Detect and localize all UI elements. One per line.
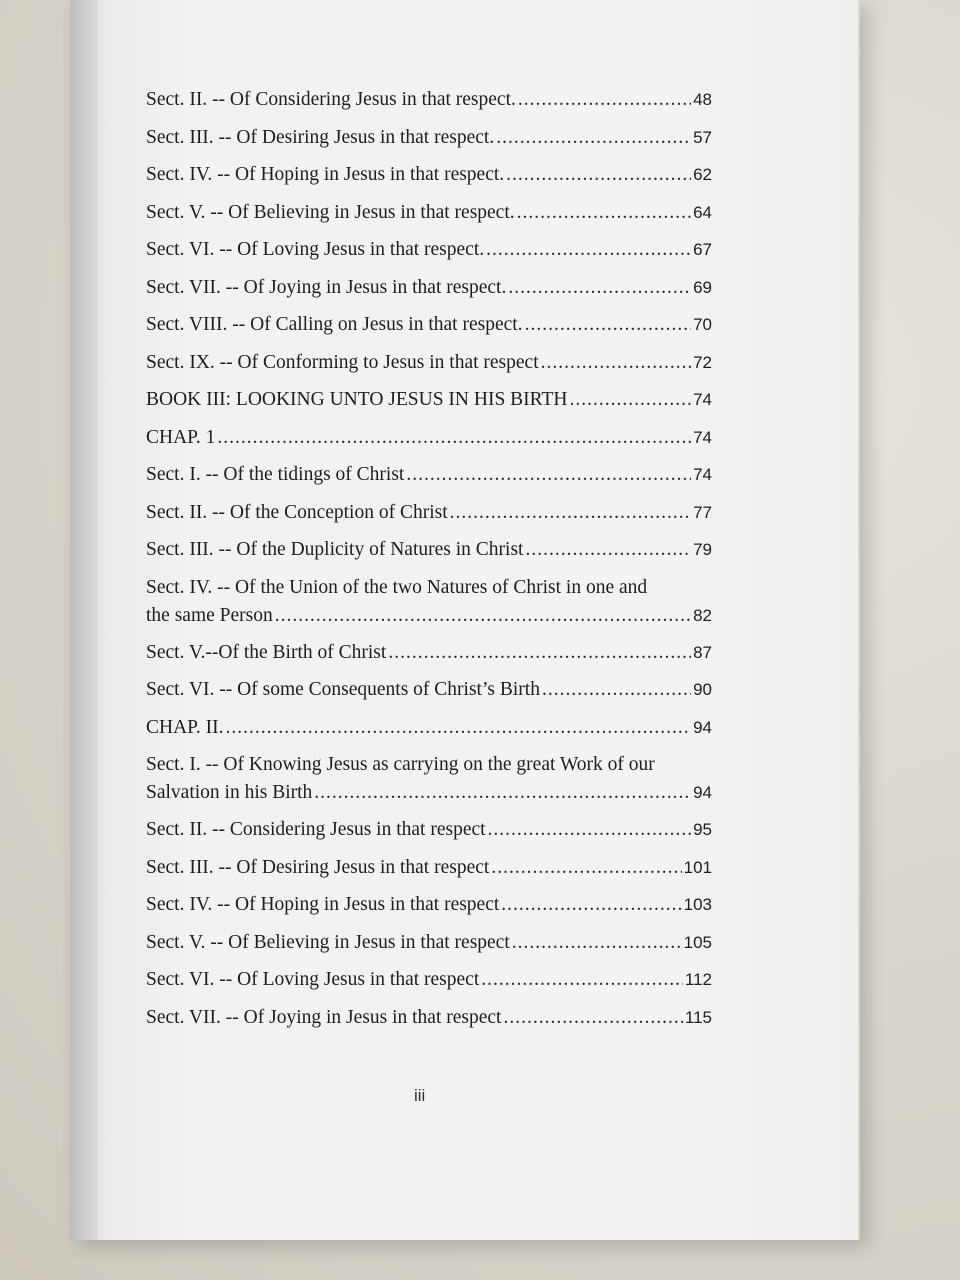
page-number: iii: [414, 1086, 426, 1105]
dot-leader: [518, 86, 691, 114]
toc-entry: [146, 536, 712, 574]
toc-entry: [146, 1004, 712, 1042]
page-gutter-shadow: [70, 0, 98, 1240]
toc-entry-title: Sect. I. -- Of Knowing Jesus as carrying on the great Work of our: [146, 754, 655, 775]
toc-entry-title: BOOK III: LOOKING UNTO JESUS IN HIS BIRTH: [146, 389, 568, 410]
toc-entry-page: 64: [693, 202, 712, 222]
toc-entry-page: 90: [693, 680, 712, 699]
dot-leader: [486, 236, 691, 264]
toc-entry: [146, 349, 712, 387]
dot-leader: [488, 816, 692, 844]
table-of-contents: [146, 86, 712, 1041]
toc-entry-page: 115: [684, 1007, 712, 1027]
dot-leader: [450, 499, 691, 527]
toc-entry-title: Sect. IV. -- Of the Union of the two Natures of Christ in one and: [146, 576, 648, 598]
toc-entry: [146, 751, 712, 816]
book-page: [70, 0, 860, 1240]
toc-entry-page: 48: [693, 90, 712, 109]
toc-entry-title: Sect. III. -- Of the Duplicity of Natures in Christ: [146, 539, 524, 560]
dot-leader: [570, 386, 692, 414]
toc-entry-title: CHAP. 1: [146, 426, 216, 448]
dot-leader: [275, 602, 691, 630]
toc-entry: [146, 461, 712, 499]
toc-entry-page: 103: [683, 895, 712, 914]
toc-entry: [146, 311, 712, 349]
toc-entry-page: 70: [693, 315, 712, 334]
toc-entry-title: Sect. IV. -- Of Hoping in Jesus in that respect: [146, 894, 500, 915]
toc-entry-page: 95: [693, 820, 712, 839]
toc-entry-title: Sect. IX. -- Of Conforming to Jesus in that respect: [146, 351, 539, 373]
toc-entry: [146, 161, 712, 199]
toc-entry: [146, 639, 712, 677]
toc-entry-page: 77: [693, 502, 712, 522]
toc-entry-title: Sect. V.--Of the Birth of Christ: [146, 641, 387, 663]
toc-entry-page: 101: [683, 857, 712, 877]
toc-entry: [146, 676, 712, 714]
toc-entry: [146, 86, 712, 124]
toc-entry-page: 94: [693, 717, 712, 737]
dot-leader: [525, 311, 692, 339]
toc-entry-page: 87: [693, 642, 712, 662]
toc-entry-title-continued: Salvation in his Birth: [146, 782, 313, 803]
toc-entry-title: Sect. II. -- Of the Conception of Christ: [146, 501, 448, 523]
toc-chapter-heading: [146, 714, 712, 752]
toc-entry-page: 105: [683, 932, 712, 952]
dot-leader: [491, 854, 681, 882]
toc-entry: [146, 499, 712, 537]
toc-entry-title: Sect. IV. -- Of Hoping in Jesus in that respect.: [146, 164, 505, 185]
toc-entry-title: Sect. II. -- Considering Jesus in that respect: [146, 819, 486, 840]
toc-entry: [146, 929, 712, 967]
toc-entry-page: 82: [693, 605, 712, 625]
toc-entry: [146, 199, 712, 237]
dot-leader: [406, 461, 691, 489]
toc-entry-page: 94: [693, 783, 712, 802]
toc-entry-title: Sect. V. -- Of Believing in Jesus in that respect: [146, 931, 510, 953]
toc-entry-title: Sect. V. -- Of Believing in Jesus in that respect.: [146, 201, 515, 223]
toc-entry-title: Sect. VI. -- Of Loving Jesus in that respect: [146, 969, 480, 990]
toc-entry-page: 79: [693, 540, 712, 559]
dot-leader: [508, 274, 691, 302]
toc-entry-page: 67: [693, 240, 712, 259]
toc-entry: [146, 854, 712, 892]
toc-entry-page: 72: [693, 352, 712, 372]
toc-entry-page: 74: [693, 427, 712, 447]
toc-entry-page: 74: [693, 465, 712, 484]
dot-leader: [525, 536, 691, 564]
toc-entry-title: Sect. VII. -- Of Joying in Jesus in that respect.: [146, 276, 507, 298]
dot-leader: [225, 714, 691, 742]
dot-leader: [481, 966, 683, 994]
toc-entry-page: 112: [684, 970, 712, 989]
toc-entry-title: Sect. III. -- Of Desiring Jesus in that respect: [146, 856, 490, 878]
dot-leader: [501, 891, 681, 919]
dot-leader: [512, 929, 682, 957]
toc-entry-title-continued: the same Person: [146, 604, 273, 626]
dot-leader: [503, 1004, 682, 1032]
dot-leader: [496, 124, 691, 152]
toc-entry-page: 62: [693, 165, 712, 184]
toc-entry: [146, 124, 712, 162]
toc-entry: [146, 236, 712, 274]
toc-entry-page: 57: [693, 127, 712, 147]
toc-entry-title: Sect. VII. -- Of Joying in Jesus in that respect: [146, 1006, 502, 1028]
dot-leader: [506, 161, 691, 189]
toc-entry-page: 74: [693, 390, 712, 409]
toc-entry-title: Sect. I. -- Of the tidings of Christ: [146, 464, 405, 485]
toc-entry: [146, 891, 712, 929]
toc-entry-page: 69: [693, 277, 712, 297]
toc-entry-title: Sect. VI. -- Of some Consequents of Christ’s Birth: [146, 679, 540, 700]
toc-entry: [146, 574, 712, 639]
toc-entry-title: Sect. VIII. -- Of Calling on Jesus in that respect.: [146, 314, 523, 335]
toc-entry-title: Sect. VI. -- Of Loving Jesus in that respect.: [146, 239, 485, 260]
toc-entry: [146, 274, 712, 312]
dot-leader: [388, 639, 691, 667]
dot-leader: [542, 676, 691, 704]
dot-leader: [517, 199, 691, 227]
toc-entry: [146, 816, 712, 854]
dot-leader: [541, 349, 691, 377]
toc-entry-title: Sect. II. -- Of Considering Jesus in that respect.: [146, 89, 516, 110]
dot-leader: [217, 424, 691, 452]
toc-entry: [146, 966, 712, 1004]
dot-leader: [314, 779, 691, 807]
toc-entry-title: CHAP. II.: [146, 716, 224, 738]
toc-book-heading: [146, 386, 712, 424]
toc-chapter-heading: [146, 424, 712, 462]
toc-entry-title: Sect. III. -- Of Desiring Jesus in that respect.: [146, 126, 495, 148]
